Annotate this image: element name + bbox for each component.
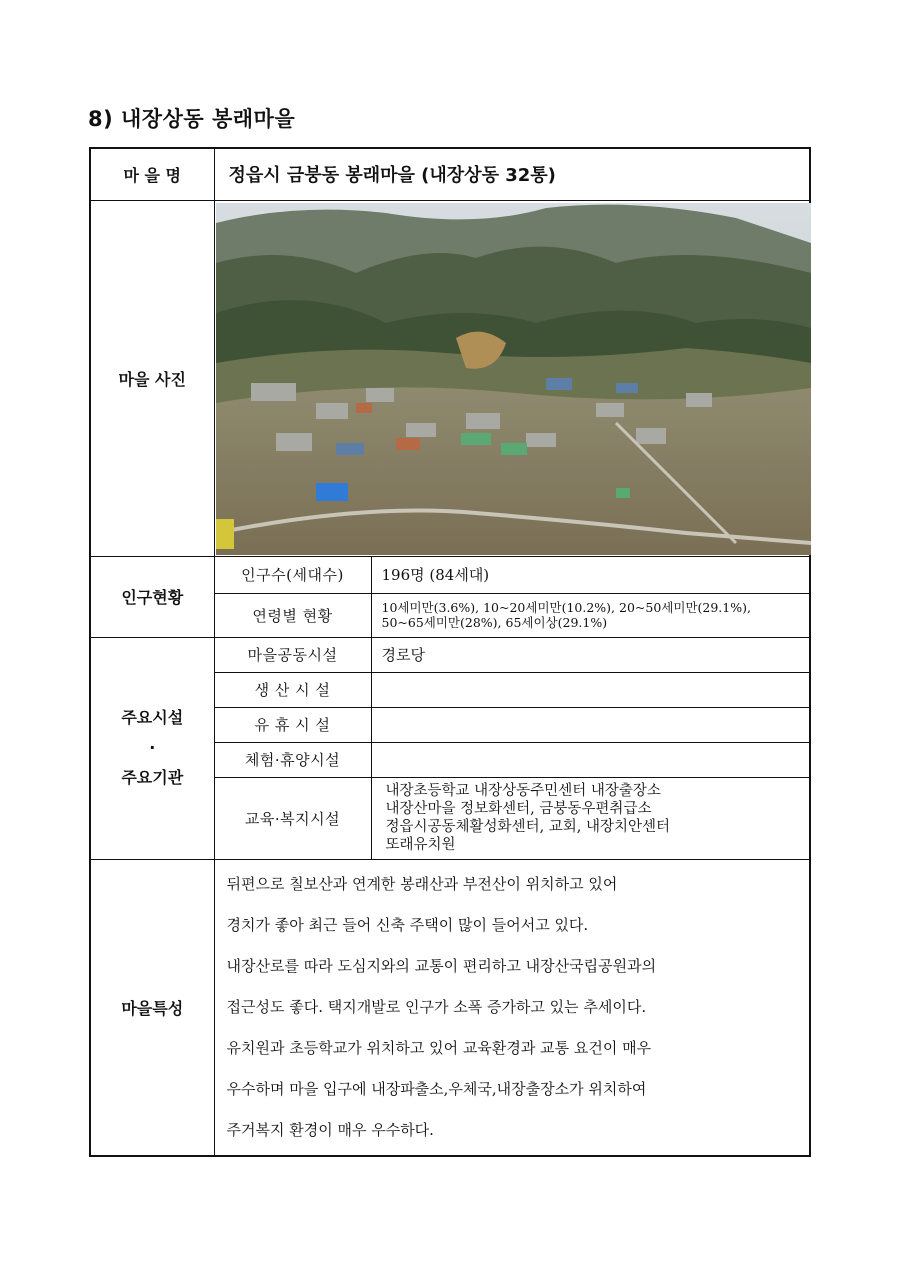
facility-row-label: 생 산 시 설 (214, 672, 371, 707)
features-line: 내장산로를 따라 도심지와의 교통이 편리하고 내장산국립공원과의 (226, 956, 657, 975)
population-label: 인구현황 (90, 556, 214, 637)
facilities-label-line: 주요기관 (121, 768, 184, 787)
features-line: 우수하며 마을 입구에 내장파출소,우체국,내장출장소가 위치하여 (226, 1079, 647, 1098)
households-value: 196명 (84세대) (371, 556, 810, 593)
households-label: 인구수(세대수) (214, 556, 371, 593)
facility-row-value (371, 707, 810, 742)
edu-welfare-line: 내장산마을 정보화센터, 금붕동우편취급소 (385, 801, 652, 817)
village-name-label: 마 을 명 (90, 148, 214, 200)
facility-row-label: 마을공동시설 (214, 637, 371, 672)
age-value-line: 50~65세미만(28%), 65세이상(29.1%) (381, 615, 608, 630)
features-line: 유치원과 초등학교가 위치하고 있어 교육환경과 교통 요건이 매우 (226, 1038, 652, 1057)
age-label: 연령별 현황 (214, 593, 371, 637)
features-line: 뒤편으로 칠보산과 연계한 봉래산과 부전산이 위치하고 있어 (226, 874, 618, 893)
features-line: 주거복지 환경이 매우 우수하다. (226, 1120, 434, 1139)
features-text (214, 859, 810, 1156)
features-line: 접근성도 좋다. 택지개발로 인구가 소폭 증가하고 있는 추세이다. (226, 997, 647, 1016)
facilities-label (90, 637, 214, 859)
village-info-table (89, 147, 811, 1157)
age-value-line: 10세미만(3.6%), 10~20세미만(10.2%), 20~50세미만(29.1%), (381, 600, 751, 615)
facility-row-value: 경로당 (371, 637, 810, 672)
edu-welfare-label: 교육·복지시설 (214, 777, 371, 859)
village-photo (214, 200, 810, 556)
age-value (371, 593, 810, 637)
village-aerial-photo (216, 203, 811, 555)
features-label: 마을특성 (90, 859, 214, 1156)
features-line: 경치가 좋아 최근 들어 신축 주택이 많이 들어서고 있다. (226, 915, 589, 934)
edu-welfare-line: 내장초등학교 내장상동주민센터 내장출장소 (385, 783, 661, 799)
facilities-label-line: 주요시설 (121, 708, 184, 727)
facility-row-value (371, 672, 810, 707)
photo-label: 마을 사진 (90, 200, 214, 556)
facilities-label-dot: · (149, 738, 156, 757)
edu-welfare-value (371, 777, 810, 859)
edu-welfare-line: 정읍시공동체활성화센터, 교회, 내장치안센터 (385, 819, 671, 835)
facility-row-label: 유 휴 시 설 (214, 707, 371, 742)
page-heading: 8) 내장상동 봉래마을 (88, 107, 296, 131)
edu-welfare-line: 또래유치원 (385, 837, 456, 853)
facility-row-label: 체험·휴양시설 (214, 742, 371, 777)
facility-row-value (371, 742, 810, 777)
village-name-value: 정읍시 금붕동 봉래마을 (내장상동 32통) (214, 148, 810, 200)
